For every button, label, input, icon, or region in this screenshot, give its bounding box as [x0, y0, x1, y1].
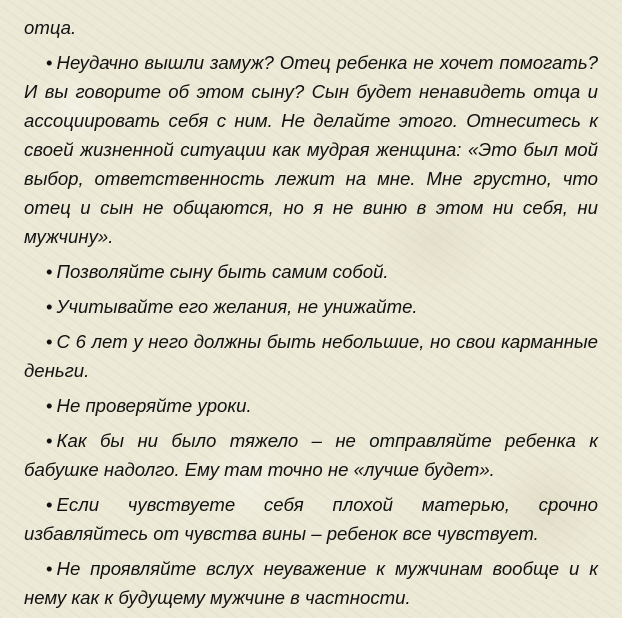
bullet-paragraph [24, 48, 598, 251]
bullet-icon: • [46, 395, 53, 416]
bullet-icon: • [46, 261, 53, 282]
paragraph-text: отца. [24, 17, 77, 38]
paragraph-text: С 6 лет у него должны быть небольшие, но свои карманные деньги. [24, 331, 598, 381]
bullet-paragraph [24, 554, 598, 612]
paragraph-text: Как бы ни было тяжело – не отправляйте ребенка к бабушке надолго. Ему там точно не «лучше будет». [24, 430, 598, 480]
bullet-icon: • [46, 558, 53, 579]
bullet-paragraph [24, 292, 598, 321]
bullet-paragraph [24, 327, 598, 385]
bullet-paragraph [24, 490, 598, 548]
bullet-paragraph [24, 257, 598, 286]
paragraph-continuation [24, 13, 598, 42]
bullet-icon: • [46, 430, 53, 451]
document-page [24, 13, 598, 618]
bullet-icon: • [46, 52, 53, 73]
bullet-icon: • [46, 494, 53, 515]
paragraph-text: Не проявляйте вслух неуважение к мужчинам вообще и к нему как к будущему мужчине в частности. [24, 558, 598, 608]
bullet-paragraph [24, 426, 598, 484]
bullet-paragraph [24, 391, 598, 420]
paragraph-text: Учитывайте его желания, не унижайте. [56, 296, 418, 317]
bullet-icon: • [46, 331, 53, 352]
paragraph-text: Не проверяйте уроки. [56, 395, 252, 416]
paragraph-text: Позволяйте сыну быть самим собой. [56, 261, 389, 282]
paragraph-text: Неудачно вышли замуж? Отец ребенка не хочет помогать? И вы говорите об этом сыну? Сын будет ненавидеть отца и ассоциировать себя с ним. Не делайте этого. Отнеситесь к своей жизненной ситуации как мудрая женщина: «Это был мой выбор, ответственность лежит на мне. Мне грустно, что отец и сын не общаются, но я не виню в этом ни себя, ни мужчину». [24, 52, 598, 247]
paragraph-text: Если чувствуете себя плохой матерью, срочно избавляйтесь от чувства вины – ребенок все чувствует. [24, 494, 598, 544]
bullet-icon: • [46, 296, 53, 317]
